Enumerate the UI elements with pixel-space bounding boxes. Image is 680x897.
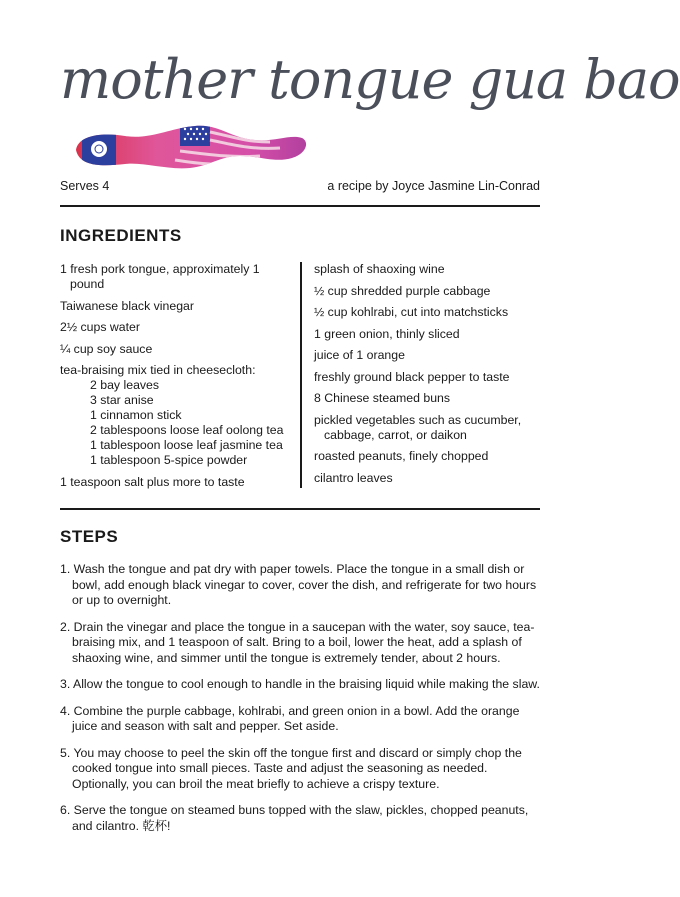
tongue-flag-illustration [70, 118, 310, 188]
serves-label: Serves 4 [60, 179, 110, 193]
divider-top [60, 205, 540, 207]
ingredient-item: juice of 1 orange [314, 348, 405, 362]
step-item: 5. You may choose to peel the skin off the tongue first and discard or simply chop the cooked tongue into small pieces. Taste and adjust the seasoning as needed. Optionally, you can broil the meat briefly to achieve a crispy texture. [60, 745, 522, 791]
ingredient-item: cilantro leaves [314, 470, 393, 485]
tea-mix-item: 2 tablespoons loose leaf oolong tea [90, 423, 284, 437]
step-item: 4. Combine the purple cabbage, kohlrabi, and green onion in a bowl. Add the orange juice and season with salt and pepper. Set aside. [60, 703, 520, 733]
tea-mix-item: 1 tablespoon loose leaf jasmine tea [90, 438, 283, 452]
recipe-title: mother tongue gua bao [60, 48, 680, 111]
ingredients-heading: INGREDIENTS [60, 226, 182, 245]
ingredient-item: ½ cup shredded purple cabbage [314, 283, 491, 298]
ingredient-item: ½ cup kohlrabi, cut into matchsticks [314, 305, 509, 319]
tea-mix-item: 1 cinnamon stick [90, 408, 182, 422]
ingredients-left-column [60, 262, 292, 496]
step-item: 2. Drain the vinegar and place the tongue in a saucepan with the water, soy sauce, tea-braising mix, and 1 teaspoon of salt. Bring to a boil, lower the heat, add a splash of shaoxing wine, and simmer until the tongue is extremely tender, about 2 hours. [60, 619, 535, 665]
tea-braising-mix-list [60, 378, 292, 468]
author-byline: a recipe by Joyce Jasmine Lin-Conrad [327, 179, 540, 193]
ingredient-item: ¼ cup soy sauce [60, 341, 153, 356]
tea-braising-mix [60, 363, 292, 468]
ingredient-item: splash of shaoxing wine [314, 262, 445, 276]
ingredient-item: 1 fresh pork tongue, approximately 1 pound [60, 262, 260, 291]
ingredient-item: pickled vegetables such as cucumber, cabbage, carrot, or daikon [314, 412, 522, 442]
tea-mix-item: 1 tablespoon 5-spice powder [90, 453, 248, 467]
tea-mix-item: 3 star anise [90, 393, 154, 407]
divider-middle [60, 508, 540, 510]
column-divider [300, 262, 302, 488]
ingredient-item: roasted peanuts, finely chopped [314, 449, 489, 463]
ingredients-right-column [314, 262, 540, 492]
steps-list [60, 562, 542, 845]
tea-mix-item: 2 bay leaves [90, 378, 160, 392]
tea-braising-mix-label: tea-braising mix tied in cheesecloth: [60, 363, 256, 377]
steps-heading: STEPS [60, 527, 119, 546]
ingredient-item: 2½ cups water [60, 320, 140, 334]
step-item: 1. Wash the tongue and pat dry with paper towels. Place the tongue in a small dish or bowl, add enough black vinegar to cover, cover the dish, and refrigerate for two hours or up to overnight. [60, 562, 537, 607]
ingredient-item: 8 Chinese steamed buns [314, 391, 451, 405]
step-item: 6. Serve the tongue on steamed buns topped with the slaw, pickles, chopped peanuts, and cilantro. 乾杯! [60, 803, 529, 833]
title-artwork [40, 20, 680, 185]
ingredient-item: 1 green onion, thinly sliced [314, 326, 460, 341]
step-item: 3. Allow the tongue to cool enough to handle in the braising liquid while making the slaw. [60, 677, 540, 691]
ingredient-item: 1 teaspoon salt plus more to taste [60, 474, 245, 489]
ingredient-item: freshly ground black pepper to taste [314, 369, 510, 384]
ingredient-item: Taiwanese black vinegar [60, 298, 194, 313]
